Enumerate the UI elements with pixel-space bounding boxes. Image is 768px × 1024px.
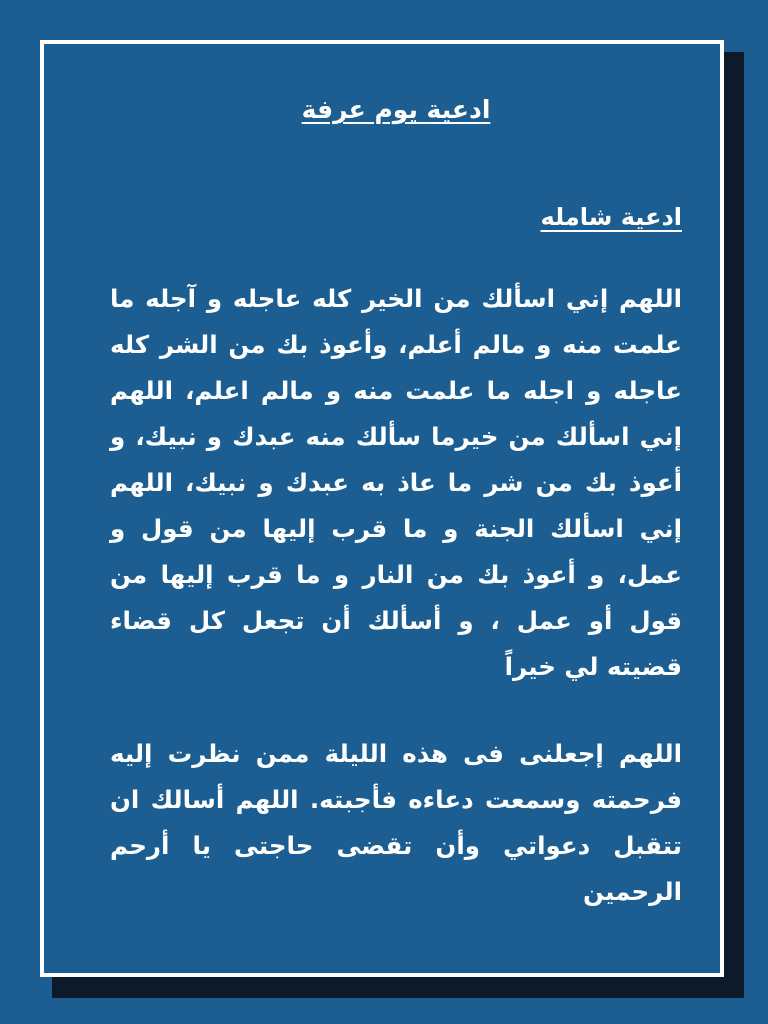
document-frame [40,40,724,977]
section-heading [110,200,682,234]
document-content [110,92,682,915]
section-heading-text: ادعية شامله [540,203,682,231]
page-title-text: ادعية يوم عرفة [301,95,491,124]
prayer-paragraph-2: اللهم إجعلنى فى هذه الليلة ممن نظرت إليه فرحمته وسمعت دعاءه فأجبته. اللهم أسالك ان تتقبل دعواتي وأن تقضى حاجتى يا أرحم الرحمين [110,739,682,906]
prayer-paragraph-1: اللهم إني اسألك من الخير كله عاجله و آجله ما علمت منه و مالم أعلم، وأعوذ بك من الشر كله عاجله و اجله ما علمت منه و مالم اعلم، اللهم إني اسألك من خيرما سألك منه عبدك و نبيك، و أعوذ بك من شر ما عاذ به عبدك و نبيك، اللهم إني اسألك الجنة و ما قرب إليها من قول و عمل، و أعوذ بك من النار و ما قرب إليها من قول أو عمل ، و أسألك أن تجعل كل قضاء قضيته لي خيراً [110,284,682,681]
page-title [110,92,682,128]
